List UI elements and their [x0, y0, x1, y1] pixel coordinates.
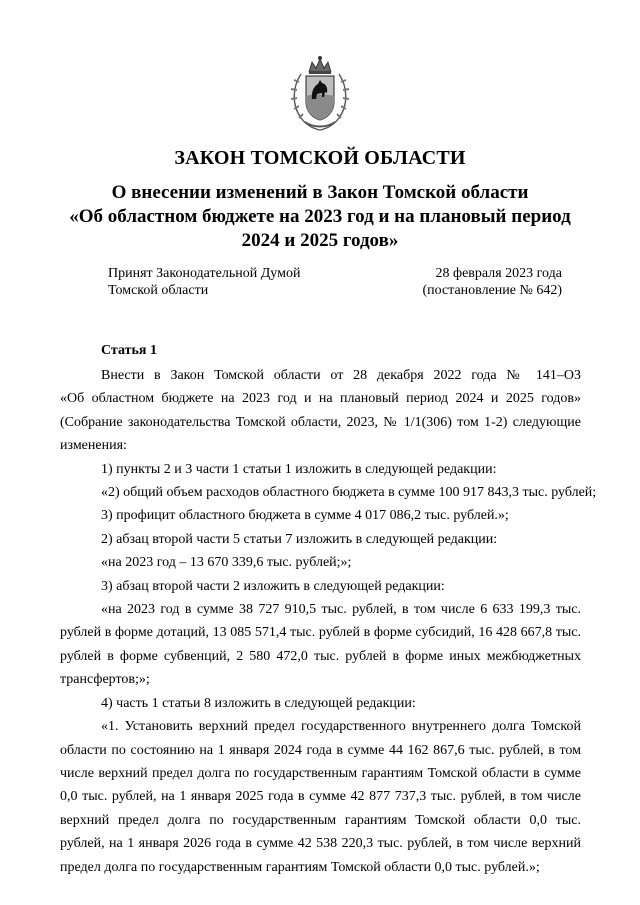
amendment-text: «на 2023 год – 13 670 339,6 тыс. рублей;»; — [101, 555, 352, 571]
article-body — [60, 364, 597, 879]
amendment-item: 4) часть 1 статьи 8 изложить в следующей редакции: — [101, 695, 416, 711]
subtitle-line: 2024 и 2025 годов» — [241, 230, 399, 251]
amendment-text: «2) общий объем расходов областного бюджета в сумме 100 917 843,3 тыс. рублей; — [101, 485, 597, 501]
coat-of-arms-icon — [287, 52, 353, 134]
amendment-item: 3) абзац второй части 2 изложить в следующей редакции: — [101, 578, 445, 594]
amendment-text: «на 2023 год в сумме 38 727 910,5 тыс. рублей, в том числе 6 633 199,3 тыс. рублей в форме дотаций, 13 085 571,4 тыс. рублей в форме субсидий, 16 428 667,8 тыс. рублей в форме субвенций, 2 580 472,0 тыс. рублей в форме иных межбюджетных трансфертов;»; — [60, 602, 581, 688]
subtitle-line: О внесении изменений в Закон Томской области — [111, 182, 529, 203]
amendment-item: 2) абзац второй части 5 статьи 7 изложить в следующей редакции: — [101, 531, 498, 547]
subtitle-line: «Об областном бюджете на 2023 год и на плановый период — [69, 206, 571, 227]
article-heading: Статья 1 — [101, 343, 157, 358]
adoption-date — [422, 265, 562, 299]
adopted-line: Томской области — [108, 283, 209, 298]
law-title: ЗАКОН ТОМСКОЙ ОБЛАСТИ — [174, 147, 466, 169]
amendment-item: 1) пункты 2 и 3 части 1 статьи 1 изложить в следующей редакции: — [101, 461, 497, 477]
date-line: 28 февраля 2023 года — [435, 266, 562, 281]
intro-first-line: Внести в Закон Томской области от 28 декабря 2022 года № 141–ОЗ — [101, 368, 581, 383]
adopted-line: Принят Законодательной Думой — [108, 266, 301, 281]
amendment-text: «1. Установить верхний предел государственного внутреннего долга Томской области по состоянию на 1 января 2024 года в сумме 44 162 867,6 тыс. рублей, в том числе верхний предел долга по государственным гарантиям Томской области в сумме 0,0 тыс. рублей, на 1 января 2025 года в сумме 42 877 737,3 тыс. рублей, в том числе верхний предел долга по государственным гарантиям Томской области 0,0 тыс. рублей, на 1 января 2026 года в сумме 42 538 220,3 тыс. рублей, в том числе верхний предел долга по государственным гарантиям Томской области 0,0 тыс. рублей.»; — [60, 719, 581, 875]
adopted-by — [108, 265, 300, 299]
intro-paragraph — [60, 364, 581, 387]
amendment-text: 3) профицит областного бюджета в сумме 4 017 086,2 тыс. рублей.»; — [101, 508, 509, 524]
law-subtitle — [60, 181, 580, 253]
intro-continuation: «Об областном бюджете на 2023 год и на плановый период 2024 и 2025 годов» (Собрание законодательства Томской области, 2023, № 1/1(306) том 1-2) следующие изменения: — [60, 391, 581, 454]
resolution-line: (постановление № 642) — [422, 283, 562, 298]
